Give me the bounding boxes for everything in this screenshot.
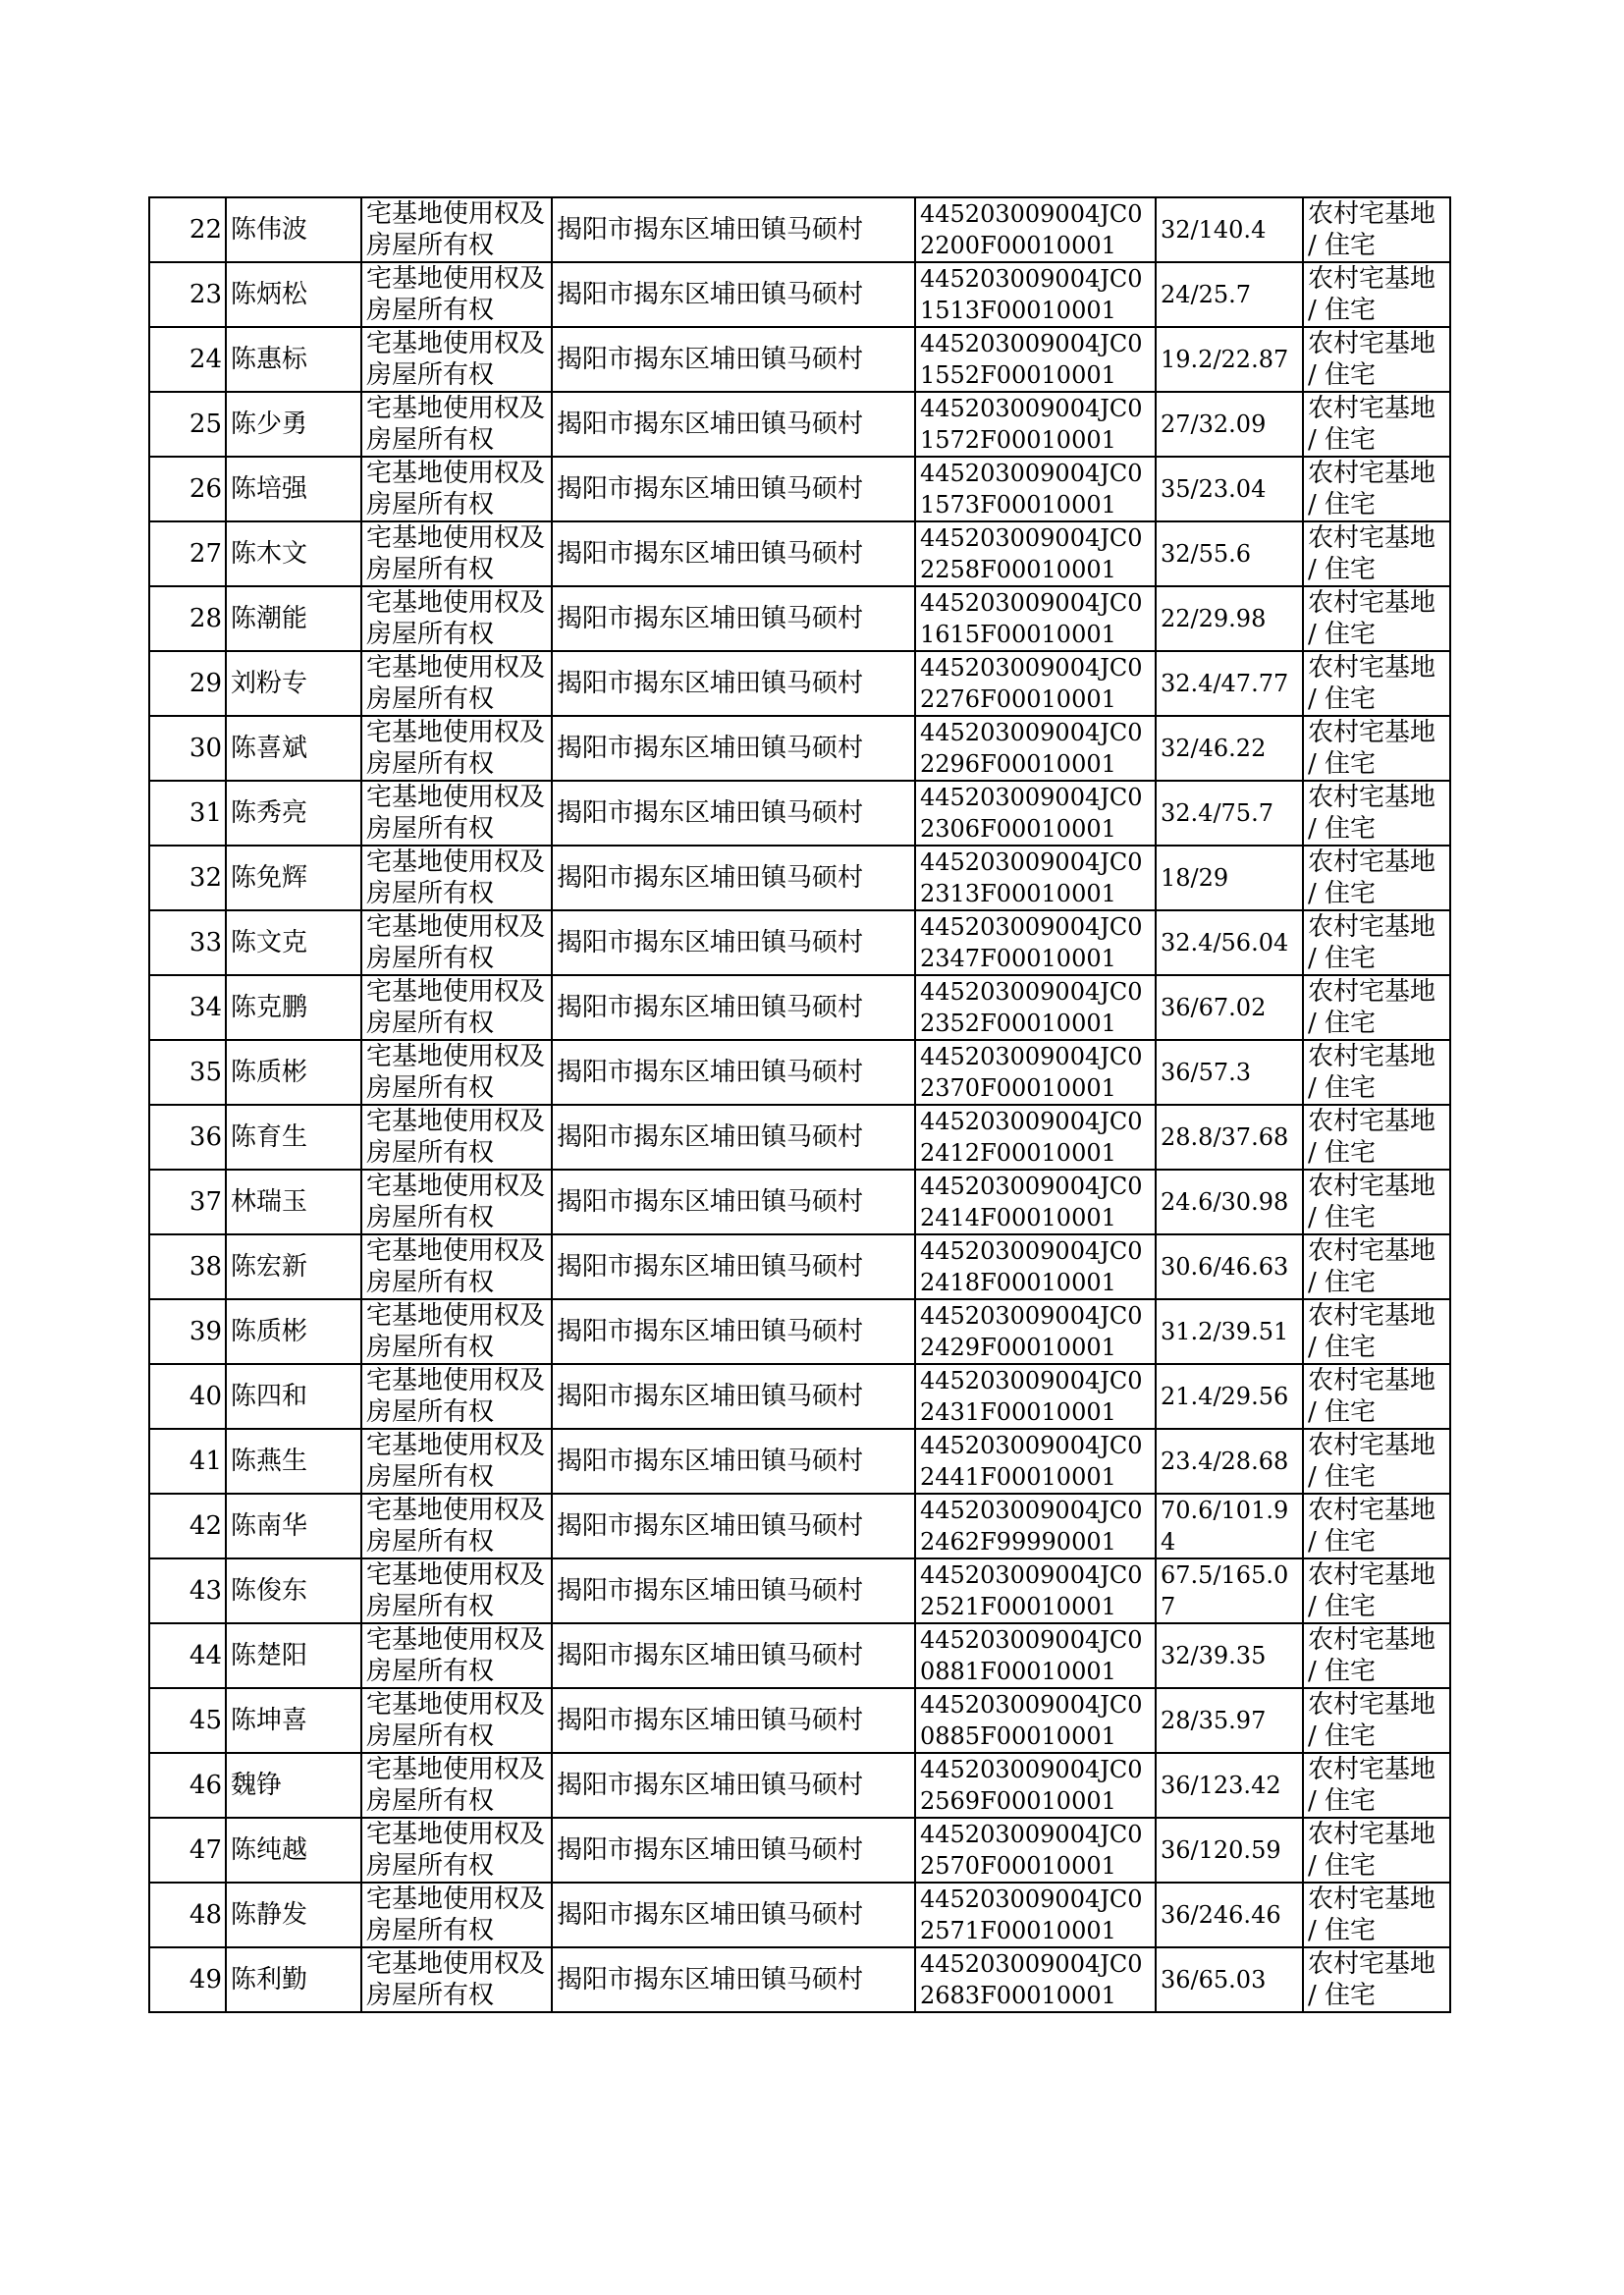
- row-number-cell: 35: [149, 1040, 226, 1105]
- land-use-cell: 农村宅基地 / 住宅: [1303, 1105, 1450, 1170]
- right-type-cell: 宅基地使用权及房屋所有权: [361, 1818, 552, 1883]
- row-number-cell: 49: [149, 1947, 226, 2012]
- unit-number-cell: 445203009004JC00881F00010001: [915, 1623, 1156, 1688]
- area-value-cell: 36/120.59: [1156, 1818, 1303, 1883]
- registration-table: [148, 196, 1451, 2013]
- owner-name-cell: 陈俊东: [226, 1558, 361, 1623]
- land-use-cell: 农村宅基地 / 住宅: [1303, 262, 1450, 327]
- area-value-cell: 35/23.04: [1156, 457, 1303, 521]
- area-value-cell: 24/25.7: [1156, 262, 1303, 327]
- unit-number-cell: 445203009004JC02683F00010001: [915, 1947, 1156, 2012]
- land-use-cell: 农村宅基地 / 住宅: [1303, 392, 1450, 457]
- row-number-cell: 36: [149, 1105, 226, 1170]
- unit-number-cell: 445203009004JC02441F00010001: [915, 1429, 1156, 1494]
- table-row: [149, 1040, 1450, 1105]
- right-type-cell: 宅基地使用权及房屋所有权: [361, 1040, 552, 1105]
- unit-number-cell: 445203009004JC02521F00010001: [915, 1558, 1156, 1623]
- right-type-cell: 宅基地使用权及房屋所有权: [361, 781, 552, 846]
- unit-number-cell: 445203009004JC02296F00010001: [915, 716, 1156, 781]
- location-cell: 揭阳市揭东区埔田镇马硕村: [552, 1364, 915, 1429]
- land-use-cell: 农村宅基地 / 住宅: [1303, 1170, 1450, 1234]
- location-cell: 揭阳市揭东区埔田镇马硕村: [552, 197, 915, 262]
- owner-name-cell: 陈木文: [226, 521, 361, 586]
- area-value-cell: 32.4/47.77: [1156, 651, 1303, 716]
- unit-number-cell: 445203009004JC02429F00010001: [915, 1299, 1156, 1364]
- table-row: [149, 327, 1450, 392]
- area-value-cell: 32.4/56.04: [1156, 910, 1303, 975]
- unit-number-cell: 445203009004JC02313F00010001: [915, 846, 1156, 910]
- area-value-cell: 70.6/101.94: [1156, 1494, 1303, 1558]
- land-use-cell: 农村宅基地 / 住宅: [1303, 716, 1450, 781]
- location-cell: 揭阳市揭东区埔田镇马硕村: [552, 1818, 915, 1883]
- unit-number-cell: 445203009004JC02431F00010001: [915, 1364, 1156, 1429]
- location-cell: 揭阳市揭东区埔田镇马硕村: [552, 846, 915, 910]
- owner-name-cell: 陈质彬: [226, 1040, 361, 1105]
- land-use-cell: 农村宅基地 / 住宅: [1303, 781, 1450, 846]
- table-row: [149, 975, 1450, 1040]
- land-use-cell: 农村宅基地 / 住宅: [1303, 1364, 1450, 1429]
- table-row: [149, 1105, 1450, 1170]
- right-type-cell: 宅基地使用权及房屋所有权: [361, 1558, 552, 1623]
- owner-name-cell: 陈惠标: [226, 327, 361, 392]
- location-cell: 揭阳市揭东区埔田镇马硕村: [552, 1494, 915, 1558]
- table-row: [149, 1299, 1450, 1364]
- land-use-cell: 农村宅基地 / 住宅: [1303, 975, 1450, 1040]
- unit-number-cell: 445203009004JC01615F00010001: [915, 586, 1156, 651]
- right-type-cell: 宅基地使用权及房屋所有权: [361, 1494, 552, 1558]
- land-use-cell: 农村宅基地 / 住宅: [1303, 457, 1450, 521]
- location-cell: 揭阳市揭东区埔田镇马硕村: [552, 586, 915, 651]
- area-value-cell: 36/123.42: [1156, 1753, 1303, 1818]
- location-cell: 揭阳市揭东区埔田镇马硕村: [552, 975, 915, 1040]
- location-cell: 揭阳市揭东区埔田镇马硕村: [552, 1040, 915, 1105]
- location-cell: 揭阳市揭东区埔田镇马硕村: [552, 716, 915, 781]
- location-cell: 揭阳市揭东区埔田镇马硕村: [552, 327, 915, 392]
- row-number-cell: 44: [149, 1623, 226, 1688]
- right-type-cell: 宅基地使用权及房屋所有权: [361, 1299, 552, 1364]
- owner-name-cell: 陈培强: [226, 457, 361, 521]
- owner-name-cell: 陈楚阳: [226, 1623, 361, 1688]
- land-use-cell: 农村宅基地 / 住宅: [1303, 1299, 1450, 1364]
- land-use-cell: 农村宅基地 / 住宅: [1303, 1753, 1450, 1818]
- owner-name-cell: 陈南华: [226, 1494, 361, 1558]
- location-cell: 揭阳市揭东区埔田镇马硕村: [552, 1105, 915, 1170]
- unit-number-cell: 445203009004JC02569F00010001: [915, 1753, 1156, 1818]
- location-cell: 揭阳市揭东区埔田镇马硕村: [552, 521, 915, 586]
- owner-name-cell: 刘粉专: [226, 651, 361, 716]
- owner-name-cell: 魏铮: [226, 1753, 361, 1818]
- location-cell: 揭阳市揭东区埔田镇马硕村: [552, 1753, 915, 1818]
- land-use-cell: 农村宅基地 / 住宅: [1303, 1947, 1450, 2012]
- row-number-cell: 22: [149, 197, 226, 262]
- area-value-cell: 22/29.98: [1156, 586, 1303, 651]
- land-use-cell: 农村宅基地 / 住宅: [1303, 1558, 1450, 1623]
- land-use-cell: 农村宅基地 / 住宅: [1303, 586, 1450, 651]
- table-row: [149, 1883, 1450, 1947]
- right-type-cell: 宅基地使用权及房屋所有权: [361, 197, 552, 262]
- land-use-cell: 农村宅基地 / 住宅: [1303, 1688, 1450, 1753]
- land-use-cell: 农村宅基地 / 住宅: [1303, 327, 1450, 392]
- location-cell: 揭阳市揭东区埔田镇马硕村: [552, 651, 915, 716]
- table-body: [149, 197, 1450, 2012]
- area-value-cell: 32/55.6: [1156, 521, 1303, 586]
- row-number-cell: 29: [149, 651, 226, 716]
- area-value-cell: 36/246.46: [1156, 1883, 1303, 1947]
- table-row: [149, 392, 1450, 457]
- right-type-cell: 宅基地使用权及房屋所有权: [361, 975, 552, 1040]
- table-row: [149, 1234, 1450, 1299]
- row-number-cell: 47: [149, 1818, 226, 1883]
- row-number-cell: 24: [149, 327, 226, 392]
- owner-name-cell: 陈静发: [226, 1883, 361, 1947]
- owner-name-cell: 陈炳松: [226, 262, 361, 327]
- area-value-cell: 32.4/75.7: [1156, 781, 1303, 846]
- land-use-cell: 农村宅基地 / 住宅: [1303, 197, 1450, 262]
- right-type-cell: 宅基地使用权及房屋所有权: [361, 1883, 552, 1947]
- location-cell: 揭阳市揭东区埔田镇马硕村: [552, 1688, 915, 1753]
- location-cell: 揭阳市揭东区埔田镇马硕村: [552, 1429, 915, 1494]
- unit-number-cell: 445203009004JC01573F00010001: [915, 457, 1156, 521]
- location-cell: 揭阳市揭东区埔田镇马硕村: [552, 457, 915, 521]
- right-type-cell: 宅基地使用权及房屋所有权: [361, 651, 552, 716]
- area-value-cell: 31.2/39.51: [1156, 1299, 1303, 1364]
- area-value-cell: 27/32.09: [1156, 392, 1303, 457]
- row-number-cell: 25: [149, 392, 226, 457]
- table-row: [149, 1947, 1450, 2012]
- unit-number-cell: 445203009004JC02412F00010001: [915, 1105, 1156, 1170]
- area-value-cell: 30.6/46.63: [1156, 1234, 1303, 1299]
- area-value-cell: 36/65.03: [1156, 1947, 1303, 2012]
- right-type-cell: 宅基地使用权及房屋所有权: [361, 1688, 552, 1753]
- owner-name-cell: 陈燕生: [226, 1429, 361, 1494]
- row-number-cell: 32: [149, 846, 226, 910]
- table-row: [149, 262, 1450, 327]
- row-number-cell: 39: [149, 1299, 226, 1364]
- row-number-cell: 31: [149, 781, 226, 846]
- owner-name-cell: 陈质彬: [226, 1299, 361, 1364]
- area-value-cell: 36/67.02: [1156, 975, 1303, 1040]
- owner-name-cell: 陈四和: [226, 1364, 361, 1429]
- owner-name-cell: 陈秀亮: [226, 781, 361, 846]
- table-row: [149, 781, 1450, 846]
- location-cell: 揭阳市揭东区埔田镇马硕村: [552, 781, 915, 846]
- area-value-cell: 18/29: [1156, 846, 1303, 910]
- right-type-cell: 宅基地使用权及房屋所有权: [361, 1105, 552, 1170]
- table-row: [149, 1170, 1450, 1234]
- row-number-cell: 27: [149, 521, 226, 586]
- right-type-cell: 宅基地使用权及房屋所有权: [361, 392, 552, 457]
- right-type-cell: 宅基地使用权及房屋所有权: [361, 1170, 552, 1234]
- area-value-cell: 24.6/30.98: [1156, 1170, 1303, 1234]
- right-type-cell: 宅基地使用权及房屋所有权: [361, 521, 552, 586]
- row-number-cell: 48: [149, 1883, 226, 1947]
- location-cell: 揭阳市揭东区埔田镇马硕村: [552, 392, 915, 457]
- area-value-cell: 32/39.35: [1156, 1623, 1303, 1688]
- row-number-cell: 26: [149, 457, 226, 521]
- location-cell: 揭阳市揭东区埔田镇马硕村: [552, 1299, 915, 1364]
- unit-number-cell: 445203009004JC02276F00010001: [915, 651, 1156, 716]
- area-value-cell: 28.8/37.68: [1156, 1105, 1303, 1170]
- row-number-cell: 28: [149, 586, 226, 651]
- table-row: [149, 586, 1450, 651]
- right-type-cell: 宅基地使用权及房屋所有权: [361, 910, 552, 975]
- table-row: [149, 1558, 1450, 1623]
- location-cell: 揭阳市揭东区埔田镇马硕村: [552, 1947, 915, 2012]
- area-value-cell: 32/46.22: [1156, 716, 1303, 781]
- land-use-cell: 农村宅基地 / 住宅: [1303, 651, 1450, 716]
- table-row: [149, 1364, 1450, 1429]
- area-value-cell: 28/35.97: [1156, 1688, 1303, 1753]
- unit-number-cell: 445203009004JC01513F00010001: [915, 262, 1156, 327]
- unit-number-cell: 445203009004JC02200F00010001: [915, 197, 1156, 262]
- row-number-cell: 33: [149, 910, 226, 975]
- right-type-cell: 宅基地使用权及房屋所有权: [361, 716, 552, 781]
- owner-name-cell: 陈育生: [226, 1105, 361, 1170]
- unit-number-cell: 445203009004JC02258F00010001: [915, 521, 1156, 586]
- row-number-cell: 41: [149, 1429, 226, 1494]
- right-type-cell: 宅基地使用权及房屋所有权: [361, 262, 552, 327]
- area-value-cell: 19.2/22.87: [1156, 327, 1303, 392]
- table-row: [149, 1494, 1450, 1558]
- unit-number-cell: 445203009004JC02414F00010001: [915, 1170, 1156, 1234]
- land-use-cell: 农村宅基地 / 住宅: [1303, 1494, 1450, 1558]
- row-number-cell: 34: [149, 975, 226, 1040]
- row-number-cell: 37: [149, 1170, 226, 1234]
- table-row: [149, 1429, 1450, 1494]
- owner-name-cell: 陈文克: [226, 910, 361, 975]
- land-use-cell: 农村宅基地 / 住宅: [1303, 1040, 1450, 1105]
- table-row: [149, 1688, 1450, 1753]
- location-cell: 揭阳市揭东区埔田镇马硕村: [552, 262, 915, 327]
- row-number-cell: 40: [149, 1364, 226, 1429]
- unit-number-cell: 445203009004JC02306F00010001: [915, 781, 1156, 846]
- row-number-cell: 38: [149, 1234, 226, 1299]
- unit-number-cell: 445203009004JC02571F00010001: [915, 1883, 1156, 1947]
- table-row: [149, 651, 1450, 716]
- right-type-cell: 宅基地使用权及房屋所有权: [361, 1364, 552, 1429]
- table-row: [149, 846, 1450, 910]
- unit-number-cell: 445203009004JC01572F00010001: [915, 392, 1156, 457]
- land-use-cell: 农村宅基地 / 住宅: [1303, 846, 1450, 910]
- land-use-cell: 农村宅基地 / 住宅: [1303, 1234, 1450, 1299]
- unit-number-cell: 445203009004JC02370F00010001: [915, 1040, 1156, 1105]
- location-cell: 揭阳市揭东区埔田镇马硕村: [552, 1234, 915, 1299]
- right-type-cell: 宅基地使用权及房屋所有权: [361, 457, 552, 521]
- location-cell: 揭阳市揭东区埔田镇马硕村: [552, 1623, 915, 1688]
- area-value-cell: 36/57.3: [1156, 1040, 1303, 1105]
- area-value-cell: 67.5/165.07: [1156, 1558, 1303, 1623]
- unit-number-cell: 445203009004JC02352F00010001: [915, 975, 1156, 1040]
- location-cell: 揭阳市揭东区埔田镇马硕村: [552, 1170, 915, 1234]
- location-cell: 揭阳市揭东区埔田镇马硕村: [552, 910, 915, 975]
- land-use-cell: 农村宅基地 / 住宅: [1303, 1883, 1450, 1947]
- owner-name-cell: 陈坤喜: [226, 1688, 361, 1753]
- right-type-cell: 宅基地使用权及房屋所有权: [361, 1623, 552, 1688]
- owner-name-cell: 陈潮能: [226, 586, 361, 651]
- right-type-cell: 宅基地使用权及房屋所有权: [361, 327, 552, 392]
- row-number-cell: 46: [149, 1753, 226, 1818]
- table-row: [149, 1818, 1450, 1883]
- right-type-cell: 宅基地使用权及房屋所有权: [361, 846, 552, 910]
- right-type-cell: 宅基地使用权及房屋所有权: [361, 1753, 552, 1818]
- land-use-cell: 农村宅基地 / 住宅: [1303, 1623, 1450, 1688]
- row-number-cell: 23: [149, 262, 226, 327]
- unit-number-cell: 445203009004JC02462F99990001: [915, 1494, 1156, 1558]
- unit-number-cell: 445203009004JC02570F00010001: [915, 1818, 1156, 1883]
- location-cell: 揭阳市揭东区埔田镇马硕村: [552, 1558, 915, 1623]
- right-type-cell: 宅基地使用权及房屋所有权: [361, 1429, 552, 1494]
- table-row: [149, 910, 1450, 975]
- unit-number-cell: 445203009004JC02347F00010001: [915, 910, 1156, 975]
- land-use-cell: 农村宅基地 / 住宅: [1303, 910, 1450, 975]
- land-use-cell: 农村宅基地 / 住宅: [1303, 1818, 1450, 1883]
- owner-name-cell: 陈纯越: [226, 1818, 361, 1883]
- location-cell: 揭阳市揭东区埔田镇马硕村: [552, 1883, 915, 1947]
- area-value-cell: 23.4/28.68: [1156, 1429, 1303, 1494]
- owner-name-cell: 陈喜斌: [226, 716, 361, 781]
- unit-number-cell: 445203009004JC02418F00010001: [915, 1234, 1156, 1299]
- owner-name-cell: 陈克鹏: [226, 975, 361, 1040]
- right-type-cell: 宅基地使用权及房屋所有权: [361, 1947, 552, 2012]
- table-row: [149, 197, 1450, 262]
- table-row: [149, 716, 1450, 781]
- table-row: [149, 1623, 1450, 1688]
- owner-name-cell: 陈伟波: [226, 197, 361, 262]
- area-value-cell: 32/140.4: [1156, 197, 1303, 262]
- row-number-cell: 45: [149, 1688, 226, 1753]
- unit-number-cell: 445203009004JC01552F00010001: [915, 327, 1156, 392]
- table-row: [149, 457, 1450, 521]
- table-row: [149, 521, 1450, 586]
- table-row: [149, 1753, 1450, 1818]
- owner-name-cell: 陈利勤: [226, 1947, 361, 2012]
- owner-name-cell: 林瑞玉: [226, 1170, 361, 1234]
- area-value-cell: 21.4/29.56: [1156, 1364, 1303, 1429]
- row-number-cell: 42: [149, 1494, 226, 1558]
- right-type-cell: 宅基地使用权及房屋所有权: [361, 1234, 552, 1299]
- right-type-cell: 宅基地使用权及房屋所有权: [361, 586, 552, 651]
- owner-name-cell: 陈宏新: [226, 1234, 361, 1299]
- unit-number-cell: 445203009004JC00885F00010001: [915, 1688, 1156, 1753]
- row-number-cell: 30: [149, 716, 226, 781]
- owner-name-cell: 陈免辉: [226, 846, 361, 910]
- row-number-cell: 43: [149, 1558, 226, 1623]
- land-use-cell: 农村宅基地 / 住宅: [1303, 521, 1450, 586]
- owner-name-cell: 陈少勇: [226, 392, 361, 457]
- land-use-cell: 农村宅基地 / 住宅: [1303, 1429, 1450, 1494]
